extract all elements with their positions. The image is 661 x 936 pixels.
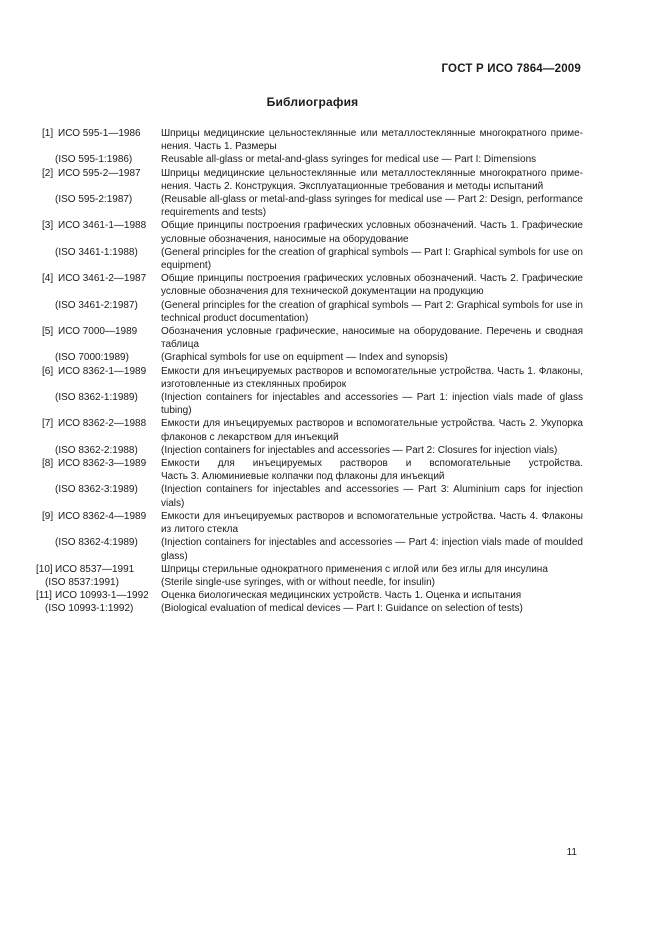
entry-text-ru: Емкости для инъецируемых растворов и вспомогательные устройства. Часть 4. Флаконы из литого стекла (161, 510, 583, 536)
bibliography-row (36, 351, 583, 364)
entry-number: [10] (36, 563, 53, 575)
entry-number: [9] (42, 510, 54, 522)
entry-number: [11] (36, 590, 52, 602)
entry-text-en: (Injection containers for injectables and accessories — Part 2: Closures for injection vials) (161, 444, 558, 456)
entry-designation-ru: ИСО 8362-1—1989 (58, 365, 147, 377)
entry-designation-ru: ИСО 8362-3—1989 (58, 458, 147, 470)
bibliography-row (36, 153, 583, 166)
entry-text-en: (Injection containers for injectables and accessories — Part 3: Aluminium caps for injection vials) (161, 484, 583, 509)
bibliography-row (36, 219, 583, 245)
entry-ref-en (36, 483, 161, 496)
bibliography-row (36, 325, 583, 351)
entry-ref-en (36, 391, 161, 404)
entry-designation-en: (ISO 7000:1989) (55, 352, 129, 364)
entry-number: [8] (42, 458, 54, 470)
entry-ref-ru (36, 325, 161, 338)
entry-text-ru: Емкости для инъецируемых растворов и вспомогательные устройства. Часть 1. Флаконы, изготовленные из стеклянных пробирок (161, 365, 583, 390)
entry-number: [3] (42, 220, 54, 232)
entry-text-ru: Оценка биологическая медицинских устройств. Часть 1. Оценка и испытания (161, 590, 522, 602)
entry-ref-ru (36, 167, 161, 180)
entry-designation-ru: ИСО 3461-1—1988 (58, 220, 147, 232)
entry-ref-en (36, 246, 161, 259)
bibliography-row (36, 246, 583, 272)
bibliography-row (36, 576, 583, 589)
bibliography-row (36, 602, 583, 615)
entry-designation-en: (ISO 10993-1:1992) (45, 603, 134, 615)
entry-text-ru: Общие принципы построения графических условных обозначений. Часть 2. Графические условные обозначения для технической документации на продукцию (161, 273, 583, 298)
bibliography-list (36, 127, 583, 616)
bibliography-row (36, 391, 583, 417)
entry-text-en: (Sterile single-use syringes, with or without needle, for insulin) (161, 576, 436, 588)
entry-ref-en (36, 444, 161, 457)
entry-text-en: (Injection containers for injectables and accessories — Part 1: injection vials made of glass tubing) (161, 392, 583, 417)
entry-text-en: (Graphical symbols for use on equipment — Index and synopsis) (161, 352, 448, 364)
document-code: ГОСТ Р ИСО 7864—2009 (441, 63, 581, 75)
entry-designation-en: (ISO 8362-2:1988) (55, 444, 138, 456)
entry-text-ru: Обозначения условные графические, наносимые на оборудование. Перечень и сводная таблица (161, 326, 583, 351)
bibliography-row (36, 536, 583, 562)
entry-text-ru: Шприцы стерильные однократного применения с иглой или без иглы для инсулина (161, 563, 548, 575)
entry-designation-en: (ISO 8362-4:1989) (55, 537, 138, 549)
entry-number: [1] (42, 128, 54, 139)
bibliography-row (36, 417, 583, 443)
entry-ref-en (36, 193, 161, 206)
entry-ref-ru (36, 563, 161, 576)
bibliography-row (36, 272, 583, 298)
entry-ref-ru (36, 510, 161, 523)
entry-text-en: Reusable all-glass or metal-and-glass syringes for medical use — Part I: Dimensions (161, 154, 537, 166)
entry-text-ru: Шприцы медицинские цельностеклянные или металлостеклянные многократного применения. Часть 2. Конструкция. Эксплуатационные требования и методы испытаний (161, 167, 583, 192)
bibliography-row (36, 563, 583, 576)
entry-ref-ru (36, 589, 161, 602)
entry-ref-ru (36, 365, 161, 378)
entry-designation-en: (ISO 8537:1991) (45, 576, 119, 588)
entry-ref-en (36, 602, 161, 615)
entry-ref-ru (36, 272, 161, 285)
bibliography-row (36, 483, 583, 509)
entry-ref-ru (36, 219, 161, 232)
entry-designation-ru: ИСО 10993-1—1992 (55, 590, 149, 602)
entry-number: [6] (42, 365, 54, 377)
entry-ref-ru (36, 457, 161, 470)
bibliography-row (36, 299, 583, 325)
entry-designation-ru: ИСО 595-2—1987 (58, 167, 141, 179)
entry-designation-ru: ИСО 3461-2—1987 (58, 273, 147, 285)
entry-text-en: (Injection containers for injectables and accessories — Part 4: injection vials made of moulded glass) (161, 537, 583, 562)
entry-number: [5] (42, 326, 54, 338)
entry-designation-en: (ISO 3461-2:1987) (55, 299, 138, 311)
entry-text-en: (General principles for the creation of graphical symbols — Part 2: Graphical symbols for use in technical product documentation) (161, 299, 583, 324)
bibliography-row (36, 365, 583, 391)
entry-designation-en: (ISO 8362-1:1989) (55, 392, 138, 404)
entry-designation-ru: ИСО 7000—1989 (58, 326, 138, 338)
entry-designation-ru: ИСО 595-1—1986 (58, 128, 141, 139)
entry-designation-en: (ISO 8362-3:1989) (55, 484, 138, 496)
bibliography-row (36, 167, 583, 193)
bibliography-row (36, 457, 583, 483)
entry-text-ru: Шприцы медицинские цельностеклянные или металлостеклянные многократного применения. Часть 1. Размеры (161, 128, 583, 153)
entry-designation-ru: ИСО 8362-4—1989 (58, 510, 147, 522)
entry-number: [2] (42, 167, 54, 179)
entry-ref-en (36, 153, 161, 166)
bibliography-row (36, 127, 583, 153)
entry-ref-en (36, 299, 161, 312)
entry-text-en: (Reusable all-glass or metal-and-glass syringes for medical use — Part 2: Design, performance requirements and tests) (161, 194, 583, 219)
page-title: Библиография (266, 95, 359, 109)
entry-ref-en (36, 351, 161, 364)
bibliography-row (36, 510, 583, 536)
entry-ref-en (36, 576, 161, 589)
entry-designation-en: (ISO 3461-1:1988) (55, 246, 138, 258)
entry-designation-ru: ИСО 8362-2—1988 (58, 418, 147, 430)
entry-ref-en (36, 536, 161, 549)
entry-text-en: (Biological evaluation of medical devices — Part I: Guidance on selection of tests) (161, 603, 523, 615)
entry-text-ru: Общие принципы построения графических условных обозначений. Часть 1. Графические условные обозначения, наносимые на оборудование (161, 220, 583, 245)
bibliography-row (36, 193, 583, 219)
bibliography-row (36, 444, 583, 457)
entry-number: [7] (42, 418, 54, 430)
entry-ref-ru (36, 417, 161, 430)
entry-number: [4] (42, 273, 54, 285)
entry-designation-ru: ИСО 8537—1991 (55, 563, 135, 575)
entry-designation-en: (ISO 595-2:1987) (55, 194, 133, 206)
entry-ref-ru (36, 127, 161, 140)
bibliography-row (36, 589, 583, 602)
entry-designation-en: (ISO 595-1:1986) (55, 154, 133, 166)
entry-text-en: (General principles for the creation of graphical symbols — Part I: Graphical symbols for use on equipment) (161, 246, 583, 272)
page-number: 11 (566, 847, 577, 858)
entry-text-ru: Емкости для инъецируемых растворов и вспомогательные устройства. Часть 2. Укупорка флаконов с лекарством для инъекций (161, 418, 583, 443)
entry-text-ru: Емкости для инъецируемых растворов и вспомогательные устройства. Часть 3. Алюминиевые колпачки под флаконы для инъекций (161, 458, 583, 483)
